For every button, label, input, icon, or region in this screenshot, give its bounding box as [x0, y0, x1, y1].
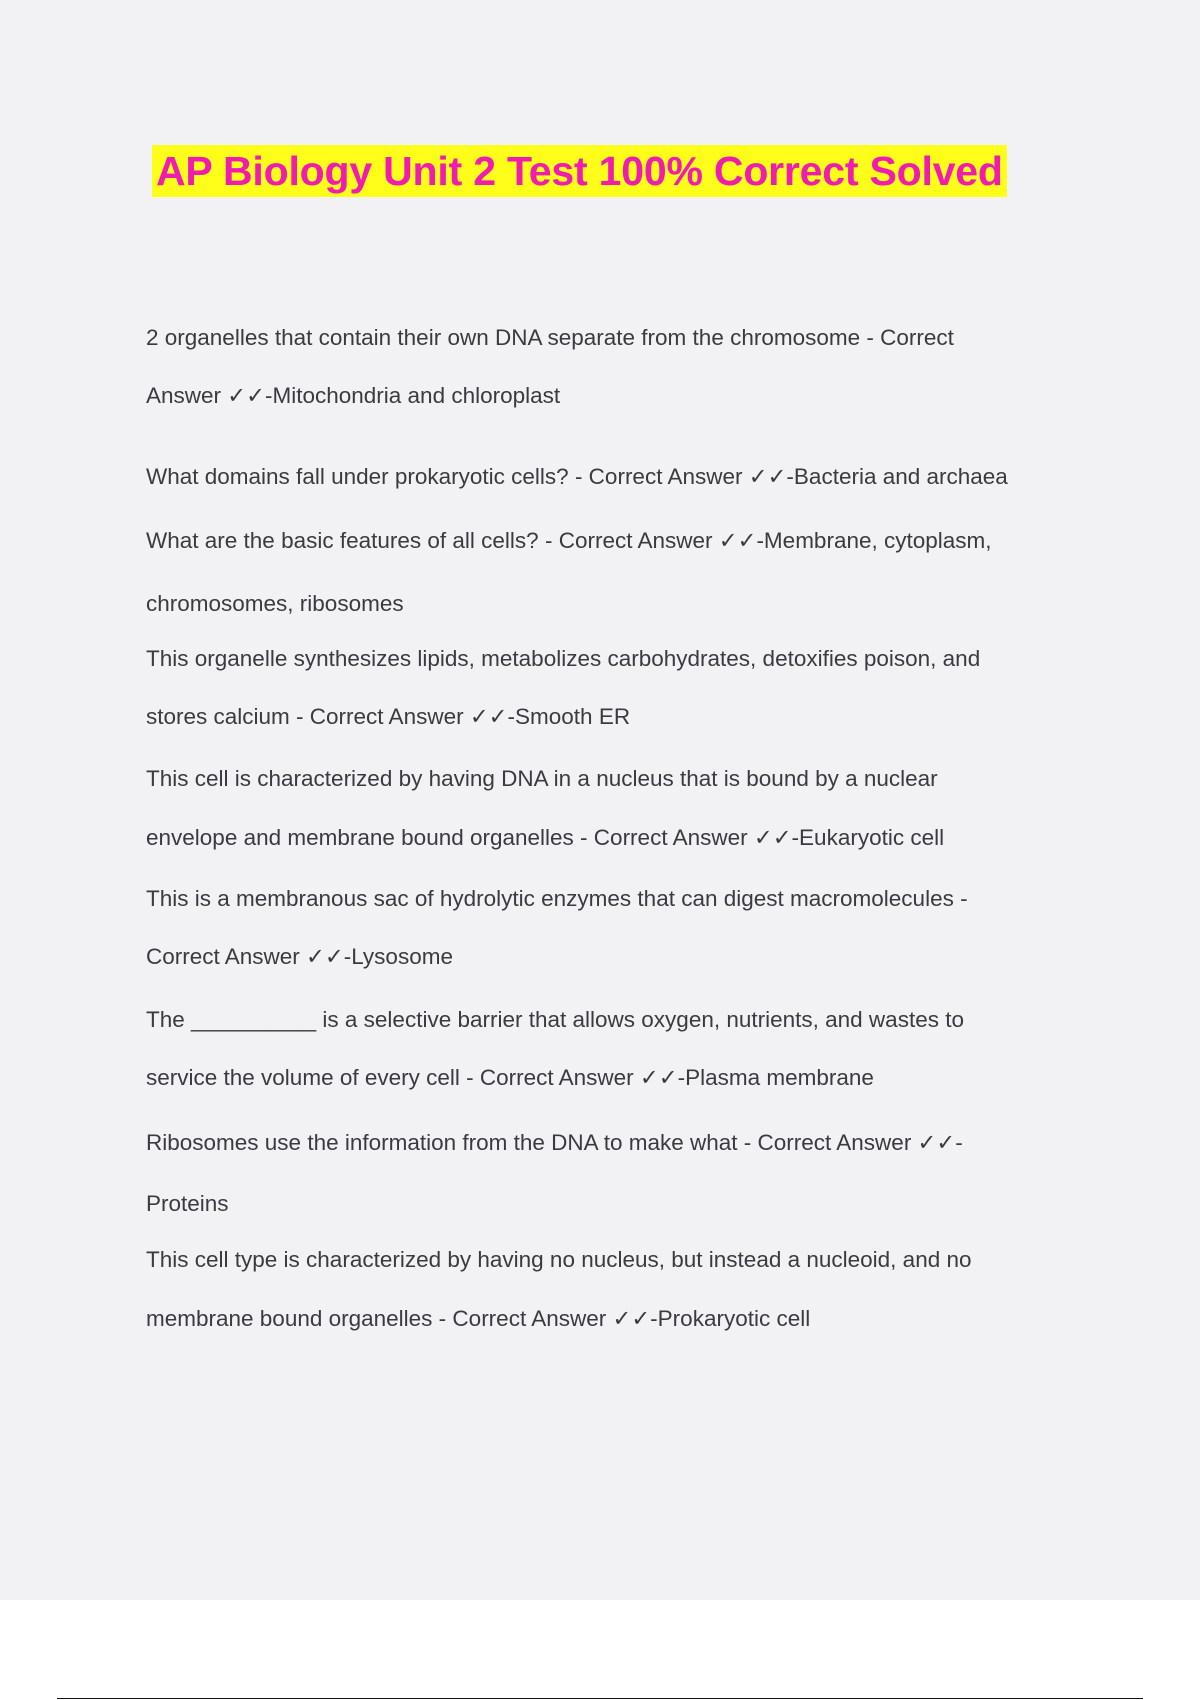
title-highlight	[152, 145, 1007, 197]
text-line: service the volume of every cell - Correct Answer ✓✓-Plasma membrane	[146, 1065, 874, 1090]
text-line: stores calcium - Correct Answer ✓✓-Smooth ER	[146, 704, 631, 729]
text-line: This cell type is characterized by having no nucleus, but instead a nucleoid, and no	[146, 1247, 972, 1272]
text-line: This cell is characterized by having DNA in a nucleus that is bound by a nuclear	[146, 766, 938, 791]
text-line: envelope and membrane bound organelles - Correct Answer ✓✓-Eukaryotic cell	[146, 825, 945, 850]
text-line: Ribosomes use the information from the DNA to make what - Correct Answer ✓✓-	[146, 1130, 963, 1155]
text-line: This organelle synthesizes lipids, metabolizes carbohydrates, detoxifies poison, and	[146, 646, 981, 671]
text-line: The __________ is a selective barrier that allows oxygen, nutrients, and wastes to	[146, 1007, 964, 1032]
text-line: 2 organelles that contain their own DNA separate from the chromosome - Correct	[146, 325, 954, 350]
text-line: membrane bound organelles - Correct Answer ✓✓-Prokaryotic cell	[146, 1306, 811, 1331]
text-line: chromosomes, ribosomes	[146, 591, 404, 616]
text-line: What are the basic features of all cells? - Correct Answer ✓✓-Membrane, cytoplasm,	[146, 528, 992, 553]
text-line: This is a membranous sac of hydrolytic enzymes that can digest macromolecules -	[146, 886, 968, 911]
document-title: AP Biology Unit 2 Test 100% Correct Solved	[156, 147, 1003, 194]
text-line: Answer ✓✓-Mitochondria and chloroplast	[146, 383, 561, 408]
text-line: Proteins	[146, 1191, 229, 1216]
footer-divider	[57, 1698, 1143, 1699]
text-line: Correct Answer ✓✓-Lysosome	[146, 944, 453, 969]
text-line: What domains fall under prokaryotic cells? - Correct Answer ✓✓-Bacteria and archaea	[146, 464, 1008, 489]
